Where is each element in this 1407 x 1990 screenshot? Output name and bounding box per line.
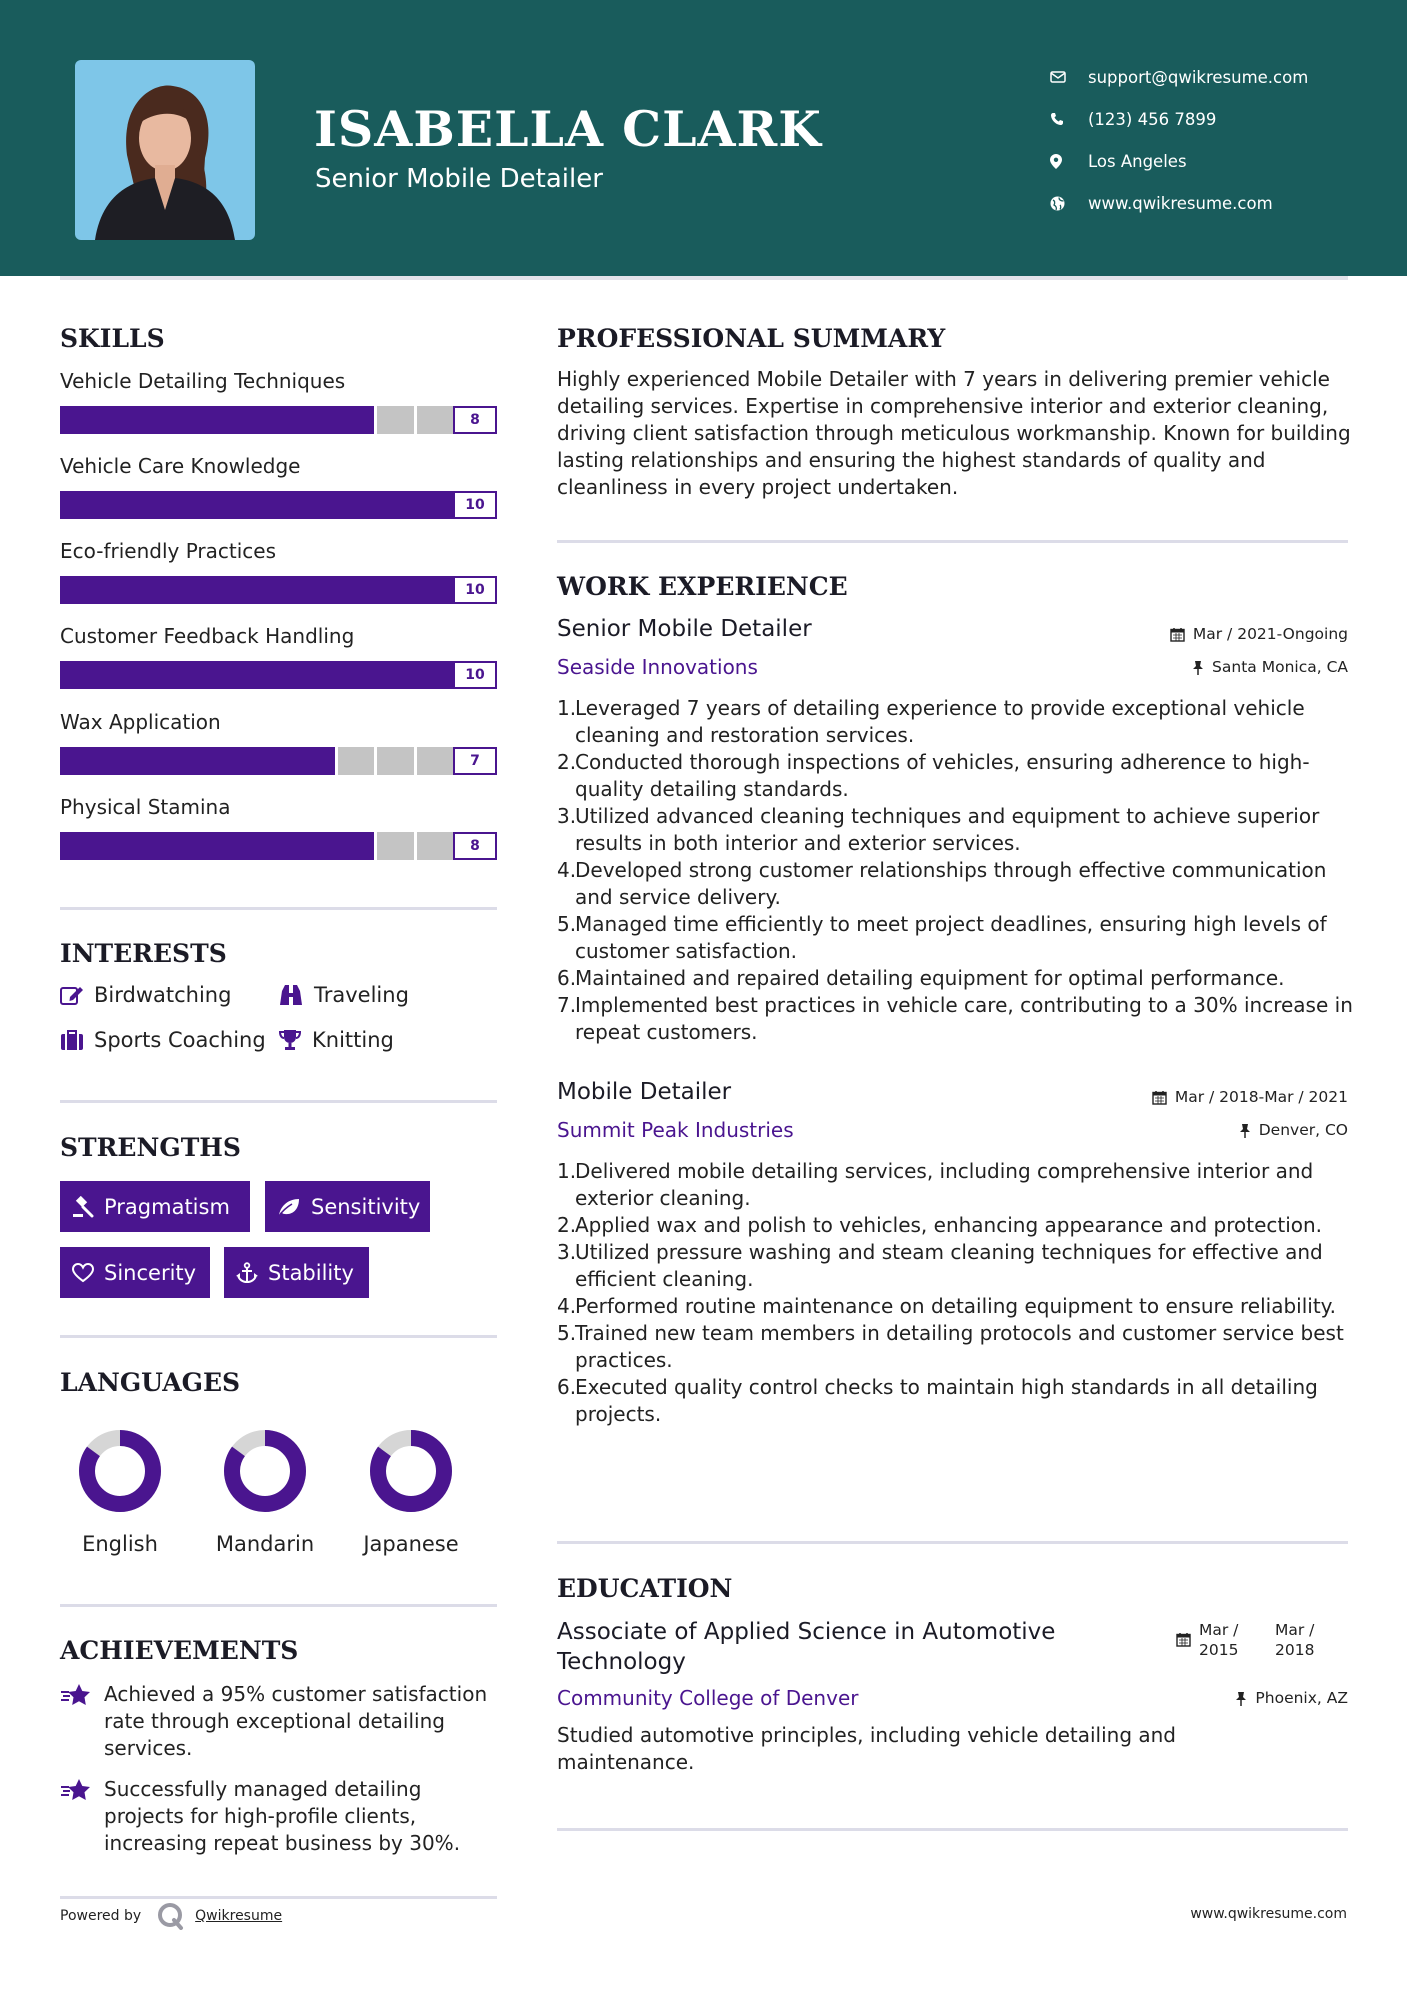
- skill-bar-segment: [374, 747, 377, 775]
- calendar-icon: [1176, 1632, 1191, 1660]
- section-divider: [60, 1604, 497, 1607]
- pushpin-icon: [1235, 1691, 1247, 1706]
- list-item: 6. Maintained and repaired detailing equipment for optimal performance.: [557, 966, 1285, 990]
- summary-text: Highly experienced Mobile Detailer with 7 years in delivering premier vehicle detailing services. Expertise in comprehensive interior and exterior cleaning, driving client satisfaction through meticulous workmanship. Known for building lasting relationships and ensuring the highest standards of quality and cleanliness in every project undertaken.: [557, 367, 1351, 499]
- phone-icon: [1050, 112, 1088, 126]
- trophy-icon: [278, 1028, 302, 1052]
- powered-by: Powered by Qwikresume: [60, 1902, 282, 1930]
- list-item: 2. Conducted thorough inspections of vehicles, ensuring adherence to high-quality detailing standards.: [557, 750, 1310, 801]
- skill-bar-segment: [335, 747, 338, 775]
- section-divider: [60, 1100, 497, 1103]
- interest-item: Traveling: [278, 983, 409, 1007]
- star-icon: [60, 1683, 104, 1762]
- section-divider: [60, 907, 497, 910]
- education-heading: EDUCATION: [557, 1574, 733, 1603]
- job-company: Seaside Innovations: [557, 655, 758, 679]
- section-divider: [557, 1828, 1348, 1831]
- header-divider: [60, 276, 1348, 280]
- skill-level-badge: 10: [453, 491, 497, 519]
- skill-level-badge: 10: [453, 576, 497, 604]
- skill-bar-segment: [414, 832, 417, 860]
- job-bullets: [557, 1158, 1357, 1428]
- contact-email[interactable]: support@qwikresume.com: [1050, 56, 1390, 98]
- skill-bar-fill: [60, 747, 335, 775]
- skill-bar-segment: [414, 747, 417, 775]
- section-divider: [557, 540, 1348, 543]
- qwikresume-logo-icon: [157, 1902, 185, 1930]
- skill-label: Wax Application: [60, 710, 221, 734]
- skill-bar-segment: [414, 406, 417, 434]
- section-divider: [557, 1541, 1348, 1544]
- education-location: Phoenix, AZ: [1235, 1689, 1348, 1707]
- calendar-icon: [1170, 627, 1185, 642]
- work-heading: WORK EXPERIENCE: [557, 572, 848, 601]
- interests-heading: INTERESTS: [60, 939, 227, 968]
- map-pin-icon: [1050, 154, 1088, 169]
- education-end: Mar / 2018: [1275, 1621, 1315, 1659]
- strength-tag: Sincerity: [60, 1247, 210, 1298]
- envelope-icon: [1050, 71, 1088, 83]
- candidate-name: ISABELLA CLARK: [314, 100, 822, 158]
- language-label: Mandarin: [215, 1532, 315, 1556]
- interest-item: Knitting: [278, 1028, 394, 1052]
- job-bullets: [557, 695, 1357, 1046]
- resume-header: [0, 0, 1407, 276]
- qwikresume-link[interactable]: Qwikresume: [195, 1908, 283, 1924]
- skill-bar-fill: [60, 576, 453, 604]
- list-item: 3. Utilized pressure washing and steam cleaning techniques for effective and efficient cleaning.: [557, 1240, 1323, 1291]
- footer-url[interactable]: www.qwikresume.com: [1190, 1906, 1347, 1922]
- skill-bar: [60, 661, 497, 689]
- education-school: Community College of Denver: [557, 1686, 859, 1710]
- calendar-icon: [1152, 1090, 1167, 1105]
- achievement-item: Successfully managed detailing projects for high-profile clients, increasing repeat business by 30%.: [60, 1776, 500, 1857]
- skill-bar: [60, 832, 497, 860]
- language-donut: [222, 1428, 308, 1514]
- language-label: Japanese: [363, 1532, 459, 1556]
- job-company: Summit Peak Industries: [557, 1118, 794, 1142]
- star-icon: [60, 1778, 104, 1857]
- gavel-icon: [72, 1196, 94, 1218]
- skill-bar: [60, 406, 497, 434]
- skill-bar-segment: [374, 832, 377, 860]
- job-title: Mobile Detailer: [557, 1079, 732, 1105]
- briefcase-icon: [60, 1029, 84, 1051]
- skill-bar-segment: [374, 406, 377, 434]
- contact-website[interactable]: www.qwikresume.com: [1050, 182, 1390, 224]
- skill-level-badge: 7: [453, 747, 497, 775]
- contact-phone[interactable]: (123) 456 7899: [1050, 98, 1390, 140]
- achievement-item: Achieved a 95% customer satisfaction rate through exceptional detailing services.: [60, 1681, 500, 1762]
- contact-location: Los Angeles: [1050, 140, 1390, 182]
- skill-level-badge: 10: [453, 661, 497, 689]
- globe-icon: [1050, 196, 1088, 211]
- language-item: [210, 1428, 320, 1556]
- interest-item: Birdwatching: [60, 983, 231, 1007]
- list-item: 3. Utilized advanced cleaning techniques and equipment to achieve superior results in both interior and exterior services.: [557, 804, 1320, 855]
- education-degree: Associate of Applied Science in Automotive Technology: [557, 1619, 1056, 1675]
- language-donut: [77, 1428, 163, 1514]
- skill-bar-fill: [60, 406, 374, 434]
- heart-icon: [72, 1263, 94, 1283]
- candidate-title: Senior Mobile Detailer: [315, 164, 603, 194]
- skill-level-badge: 8: [453, 832, 497, 860]
- binoculars-icon: [278, 983, 304, 1007]
- list-item: 1. Leveraged 7 years of detailing experience to provide exceptional vehicle cleaning and restoration services.: [557, 696, 1305, 747]
- strength-tag: Pragmatism: [60, 1181, 250, 1232]
- language-item: [65, 1428, 175, 1556]
- skill-label: Vehicle Care Knowledge: [60, 454, 301, 478]
- education-start: Mar / 2015: [1199, 1621, 1239, 1659]
- list-item: 2. Applied wax and polish to vehicles, enhancing appearance and protection.: [557, 1213, 1323, 1237]
- job-location: Santa Monica, CA: [1192, 658, 1348, 676]
- list-item: 4. Developed strong customer relationships through effective communication and service delivery.: [557, 858, 1327, 909]
- skill-bar-fill: [60, 661, 453, 689]
- list-item: 5. Managed time efficiently to meet project deadlines, ensuring high levels of customer satisfaction.: [557, 912, 1327, 963]
- skill-bar: [60, 491, 497, 519]
- leaf-icon: [277, 1197, 301, 1217]
- job-location: Denver, CO: [1239, 1121, 1348, 1139]
- pushpin-icon: [1239, 1123, 1251, 1138]
- contact-list: [1050, 56, 1390, 224]
- job-date: Mar / 2018-Mar / 2021: [1152, 1088, 1348, 1106]
- skill-label: Vehicle Detailing Techniques: [60, 369, 346, 393]
- skills-heading: SKILLS: [60, 324, 165, 353]
- list-item: 1. Delivered mobile detailing services, including comprehensive interior and exterior cleaning.: [557, 1159, 1314, 1210]
- skill-bar-fill: [60, 491, 453, 519]
- summary-heading: PROFESSIONAL SUMMARY: [557, 324, 946, 353]
- list-item: 4. Performed routine maintenance on detailing equipment to ensure reliability.: [557, 1294, 1336, 1318]
- skill-label: Eco-friendly Practices: [60, 539, 277, 563]
- edit-icon: [60, 984, 84, 1006]
- list-item: 6. Executed quality control checks to maintain high standards in all detailing projects.: [557, 1375, 1318, 1426]
- job-title: Senior Mobile Detailer: [557, 616, 812, 642]
- pushpin-icon: [1192, 660, 1204, 675]
- achievements-heading: ACHIEVEMENTS: [60, 1636, 299, 1665]
- profile-photo: [75, 60, 255, 240]
- anchor-icon: [236, 1262, 258, 1284]
- skill-bar-fill: [60, 832, 374, 860]
- education-date: [1176, 1620, 1351, 1660]
- section-divider: [60, 1896, 497, 1899]
- language-label: English: [82, 1532, 158, 1556]
- skill-level-badge: 8: [453, 406, 497, 434]
- education-description: Studied automotive principles, including vehicle detailing and maintenance.: [557, 1723, 1176, 1774]
- skill-label: Customer Feedback Handling: [60, 624, 355, 648]
- list-item: 5. Trained new team members in detailing protocols and customer service best practices.: [557, 1321, 1344, 1372]
- skill-label: Physical Stamina: [60, 795, 231, 819]
- skill-bar: [60, 747, 497, 775]
- list-item: 7. Implemented best practices in vehicle care, contributing to a 30% increase in repeat customers.: [557, 993, 1353, 1044]
- interest-item: Sports Coaching: [60, 1028, 266, 1052]
- strengths-heading: STRENGTHS: [60, 1133, 241, 1162]
- strength-tag: Stability: [224, 1247, 369, 1298]
- section-divider: [60, 1335, 497, 1338]
- strength-tag: Sensitivity: [265, 1181, 430, 1232]
- language-item: [356, 1428, 466, 1556]
- job-date: Mar / 2021-Ongoing: [1170, 625, 1348, 643]
- skill-bar: [60, 576, 497, 604]
- languages-heading: LANGUAGES: [60, 1368, 241, 1397]
- language-donut: [368, 1428, 454, 1514]
